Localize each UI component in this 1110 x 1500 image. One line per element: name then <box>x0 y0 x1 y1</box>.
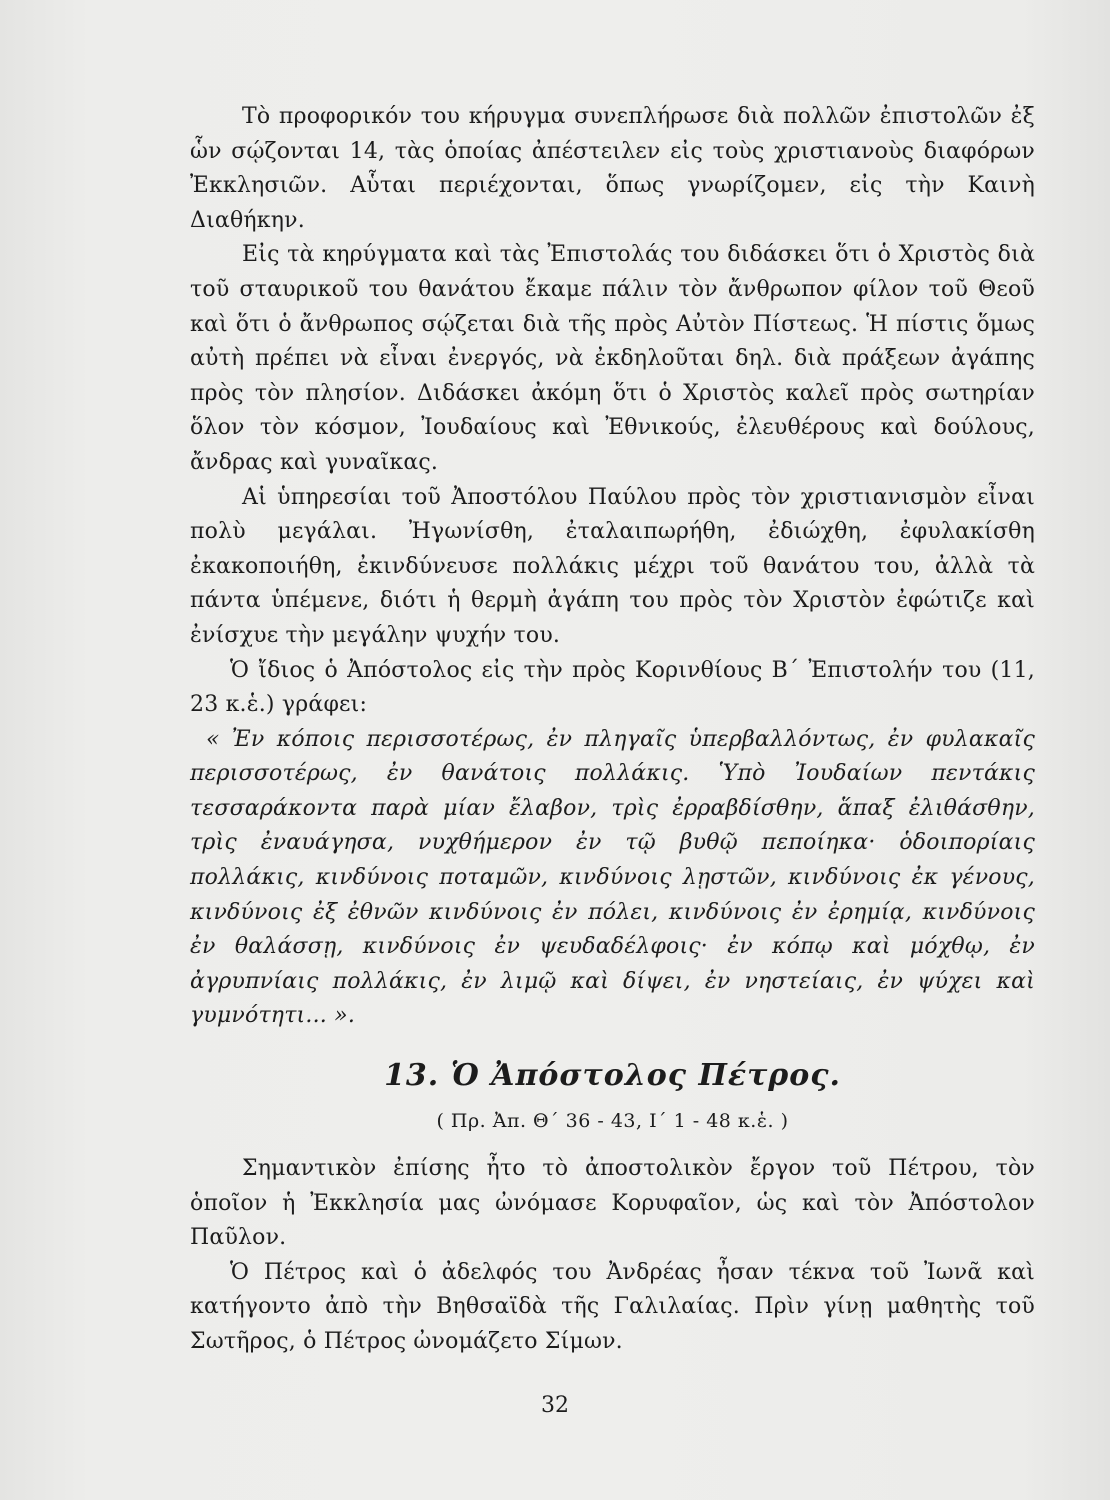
paragraph-teaching: Εἰς τὰ κηρύγματα καὶ τὰς Ἐπιστολάς του διδάσκει ὅτι ὁ Χριστὸς διὰ τοῦ σταυρικοῦ του θανάτου ἔκαμε πάλιν τὸν ἄνθρωπον φίλον τοῦ Θεοῦ καὶ ὅτι ὁ ἄνθρωπος σῴζεται διὰ τῆς πρὸς Αὐτὸν Πίστεως. Ἡ πίστις ὅμως αὐτὴ πρέπει νὰ εἶναι ἐνεργός, νὰ ἐκδηλοῦται δηλ. διὰ πράξεων ἀγάπης πρὸς τὸν πλησίον. Διδάσκει ἀκόμη ὅτι ὁ Χριστὸς καλεῖ πρὸς σωτηρίαν ὅλον τὸν κόσμον, Ἰουδαίους καὶ Ἐθνικούς, ἐλευθέρους καὶ δούλους, ἄνδρας καὶ γυναῖκας. <box>190 242 1035 475</box>
body-text-top <box>190 100 1035 1034</box>
paragraph-services: Αἱ ὑπηρεσίαι τοῦ Ἀποστόλου Παύλου πρὸς τὸν χριστιανισμὸν εἶναι πολὺ μεγάλαι. Ἠγωνίσθη, ἐταλαιπωρήθη, ἐδιώχθη, ἐφυλακίσθη ἐκακοποιήθη, ἐκινδύνευσε πολλάκις μέχρι τοῦ θανάτου του, ἀλλὰ τὰ πάντα ὑπέμενε, διότι ἡ θερμὴ ἀγάπη του πρὸς τὸν Χριστὸν ἐφώτιζε καὶ ἐνίσχυε τὴν μεγάλην ψυχήν του. <box>190 484 1035 648</box>
paragraph-peter-origin: Ὁ Πέτρος καὶ ὁ ἀδελφός του Ἀνδρέας ἦσαν τέκνα τοῦ Ἰωνᾶ καὶ κατήγοντο ἀπὸ τὴν Βηθσαϊδὰ τῆς Γαλιλαίας. Πρὶν γίνῃ μαθητὴς τοῦ Σωτῆρος, ὁ Πέτρος ὠνομάζετο Σίμων. <box>190 1259 1035 1354</box>
paragraph-corinthians-intro: Ὁ ἴδιος ὁ Ἀπόστολος εἰς τὴν πρὸς Κορινθίους Β΄ Ἐπιστολήν του (11, 23 κ.ἑ.) γράφει: <box>190 657 1035 718</box>
paragraph-peter-work: Σημαντικὸν ἐπίσης ἦτο τὸ ἀποστολικὸν ἔργον τοῦ Πέτρου, τὸν ὁποῖον ἡ Ἐκκλησία μας ὠνόμασε Κορυφαῖον, ὡς καὶ τὸν Ἀπόστολον Παῦλον. <box>190 1156 1035 1251</box>
body-text-bottom <box>190 1152 1035 1360</box>
paragraph-epistles: Τὸ προφορικόν του κήρυγμα συνεπλήρωσε διὰ πολλῶν ἐπιστολῶν ἐξ ὧν σῴζονται 14, τὰς ὁποίας ἀπέστειλεν εἰς τοὺς χριστιανοὺς διαφόρων Ἐκκλησιῶν. Αὗται περιέχονται, ὅπως γνωρίζομεν, εἰς τὴν Καινὴ Διαθήκην. <box>190 104 1035 233</box>
corinthians-quote: « Ἐν κόποις περισσοτέρως, ἐν πληγαῖς ὑπερβαλλόντως, ἐν φυλακαῖς περισσοτέρως, ἐν θανάτοις πολλάκις. Ὑπὸ Ἰουδαίων πεντάκις τεσσαράκοντα παρὰ μίαν ἔλαβον, τρὶς ἐρραβδίσθην, ἅπαξ ἐλιθάσθην, τρὶς ἐναυάγησα, νυχθήμερον ἐν τῷ βυθῷ πεποίηκα· ὁδοιπορίαις πολλάκις, κινδύνοις ποταμῶν, κινδύνοις λῃστῶν, κινδύνοις ἐκ γένους, κινδύνοις ἐξ ἐθνῶν κινδύνοις ἐν πόλει, κινδύνοις ἐν ἐρημίᾳ, κινδύνοις ἐν θαλάσσῃ, κινδύνοις ἐν ψευδαδέλφοις· ἐν κόπῳ καὶ μόχθῳ, ἐν ἀγρυπνίαις πολλάκις, ἐν λιμῷ καὶ δίψει, ἐν νηστείαις, ἐν ψύχει καὶ γυμνότητι... ». <box>190 726 1035 1029</box>
page-number: 32 <box>541 1393 569 1418</box>
section-title: 13. Ὁ Ἀπόστολος Πέτρος. <box>384 1058 841 1093</box>
section-reference: ( Πρ. Ἀπ. Θ΄ 36 - 43, Ι΄ 1 - 48 κ.ἑ. ) <box>436 1110 789 1132</box>
